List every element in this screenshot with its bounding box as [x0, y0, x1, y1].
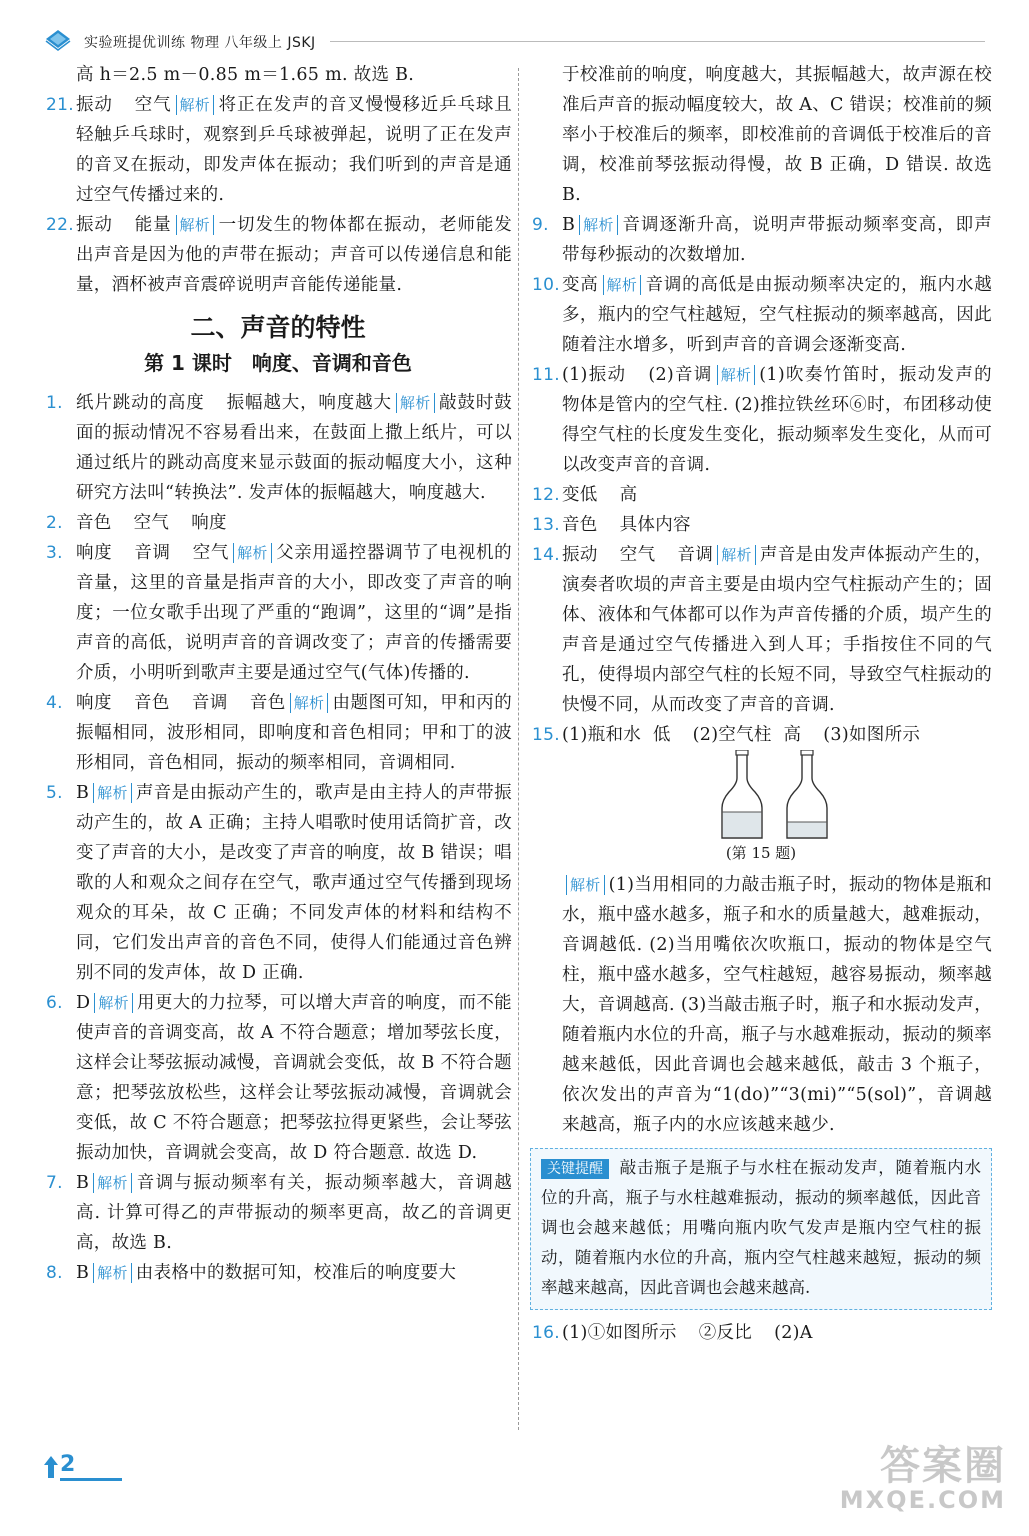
analysis-tag: 解析 [93, 1173, 132, 1193]
continued-answer-20: 高 h＝2.5 m－0.85 m＝1.65 m. 故选 B. [76, 65, 415, 85]
answer-3 [44, 538, 512, 688]
watermark [840, 1428, 1010, 1528]
answer-text: B [562, 215, 576, 235]
answer-21 [44, 90, 512, 210]
analysis-tag: 解析 [579, 215, 618, 235]
analysis-tag: 解析 [176, 215, 215, 235]
analysis-tag: 解析 [176, 95, 215, 115]
question-number: 3. [46, 543, 63, 563]
key-tip-label: 关键提醒 [541, 1159, 609, 1179]
lesson-title: 第 1 课时 响度、音调和音色 [144, 351, 412, 375]
answer-text: 变低 [562, 485, 598, 505]
answer-text: 音色 [133, 693, 170, 713]
key-tip-box [530, 1148, 992, 1310]
analysis-text: 由表格中的数据可知，校准后的响度要大 [135, 1263, 457, 1283]
answer-text: 空气 [133, 513, 170, 533]
bottle-right-icon [787, 750, 827, 838]
bottles-diagram [530, 750, 992, 842]
answer-6 [44, 988, 512, 1168]
answer-12 [530, 480, 992, 510]
bottle-left-icon [722, 750, 762, 838]
question-number: 14. [532, 545, 560, 565]
answer-text: 音色 [249, 693, 286, 713]
answer-16 [530, 1318, 992, 1348]
analysis-text: 一切发生的物体都在振动，老师能发出声音是因为他的声带在振动；声音可以传递信息和能量，酒杯被声音震碎说明声音能传递能量. [76, 215, 512, 295]
answer-8 [44, 1258, 512, 1288]
answer-text: B [76, 1263, 90, 1283]
answer-text: 音调 [677, 545, 714, 565]
question-number: 16. [532, 1323, 560, 1343]
section-title: 二、声音的特性 [190, 313, 366, 342]
answer-text: 低 [652, 725, 671, 745]
answer-text: 音色 [76, 513, 112, 533]
answer-text: 变高 [562, 275, 599, 295]
question-number: 2. [46, 513, 63, 533]
answer-text: 空气 [134, 95, 172, 115]
question-number: 15. [532, 725, 560, 745]
answer-text: B [76, 783, 90, 803]
analysis-text: (1)当用相同的力敲击瓶子时，振动的物体是瓶和水，瓶中盛水越多，瓶子和水的质量越大，越难振动，音调越低. (2)当用嘴依次吹瓶口，振动的物体是空气柱，瓶中盛水越多，空气柱越短，越容易振动，频率越大，音调越高. (3)当敲击瓶子时，瓶子和水振动发声，随着瓶内水位的升高，瓶子与水越难振动，振动的频率越来越低，因此音调也会越来越低，敲击 3 个瓶子，依次发出的声音为“1(do)”“3(mi)”“5(sol)”，音调越来越高，瓶子内的水应该越来越少. [562, 875, 992, 1135]
answer-13 [530, 510, 992, 540]
analysis-text: 敲鼓时鼓面的振动情况不容易看出来，在鼓面上撒上纸片，可以通过纸片的跳动高度来显示鼓面的振动幅度大小，这种研究方法叫“转换法”. 发声体的振幅越大，响度越大. [76, 393, 513, 503]
answer-text: D [76, 993, 91, 1013]
answer-text: 音调 [191, 693, 228, 713]
watermark-text: 答案圈 [880, 1443, 1006, 1489]
answer-text: (2)空气柱 [692, 725, 772, 745]
analysis-tag: 解析 [233, 543, 272, 563]
analysis-text: 用更大的力拉琴，可以增大声音的响度，而不能使声音的音调变高，故 A 不符合题意；增加琴弦长度，这样会让琴弦振动减慢，音调就会变低，故 B 不符合题意；把琴弦放松些，这样会让琴弦振动减慢，音调就会变低，故 C 不符合题意；把琴弦拉得更紧些，会让琴弦振动加快，音调就会变高，故 D 符合题意. 故选 D. [76, 993, 512, 1163]
arrow-up-icon [44, 1456, 58, 1478]
answer-text: ②反比 [698, 1323, 753, 1343]
answer-5 [44, 778, 512, 988]
answer-4 [44, 688, 512, 778]
question-number: 12. [532, 485, 560, 505]
watermark-url: MXQE.COM [839, 1486, 1006, 1514]
page-number-text: 2 [60, 1452, 76, 1477]
analysis-tag: 解析 [566, 875, 605, 895]
column-divider [518, 68, 519, 1430]
analysis-text: 声音是由振动产生的，歌声是由主持人的声带振动产生的，故 A 正确；主持人唱歌时使用话筒扩音，改变了声音的大小，是改变了声音的响度，故 B 错误；唱歌的人和观众之间存在空气，歌声通过空气传播到现场观众的耳朵，故 C 正确；不同发声体的材料和结构不同，它们发出声音的音色不同，使得人们能通过音色辨别不同的发声体，故 D 正确. [76, 783, 512, 983]
answer-text: 振幅越大，响度越大 [226, 393, 392, 413]
analysis-15 [530, 870, 992, 1140]
analysis-text: (1)吹奏竹笛时，振动发声的物体是管内的空气柱. (2)推拉铁丝环⑥时，布团移动使得空气柱的长度发生变化，振动频率发生变化，从而可以改变声音的音调. [562, 365, 992, 475]
question-number: 21. [46, 95, 74, 115]
figure-15-bottles [530, 750, 992, 870]
analysis-text: 音调逐渐升高，说明声带振动频率变高，即声带每秒振动的次数增加. [562, 215, 992, 265]
answer-11 [530, 360, 992, 480]
answer-text: 振动 [76, 215, 113, 235]
answer-text: 振动 [562, 545, 598, 565]
answer-text: (2)A [774, 1323, 813, 1343]
answer-9 [530, 210, 992, 270]
answer-text: 具体内容 [619, 515, 691, 535]
analysis-tag: 解析 [717, 545, 756, 565]
analysis-tag: 解析 [717, 365, 756, 385]
figure-caption: (第 15 题) [725, 844, 797, 862]
analysis-text: 声音是由发声体振动产生的，演奏者吹埙的声音主要是由埙内空气柱振动产生的；固体、液体和气体都可以作为声音传播的介质，埙产生的声音是通过空气传播进入到人耳；手指按住不同的气孔，使得埙内部空气柱的长短不同，导致空气柱振动的快慢不同，从而改变了声音的音调. [562, 545, 993, 715]
question-number: 9. [532, 215, 549, 235]
question-number: 22. [46, 215, 74, 235]
continued-answer-8: 于校准前的响度，响度越大，其振幅越大，故声源在校准后声音的振动幅度较大，故 A、C 错误；校准前的频率小于校准后的频率，即校准前的音调低于校准后的音调，校准前琴弦振动得慢，故 B 正确，D 错误. 故选 B. [562, 65, 992, 205]
answer-text: 响度 [191, 513, 227, 533]
answer-text: (3)如图所示 [823, 725, 921, 745]
answer-text: 空气 [192, 543, 230, 563]
page-number-bar [60, 1478, 122, 1481]
analysis-text: 父亲用遥控器调节了电视机的音量，这里的音量是指声音的大小，即改变了声音的响度；一位女歌手出现了严重的“跑调”，这里的“调”是指声音的高低，说明声音的音调改变了；声音的传播需要介质，小明听到歌声主要是通过空气(气体)传播的. [76, 543, 512, 683]
answer-2 [44, 508, 512, 538]
analysis-tag: 解析 [94, 993, 133, 1013]
question-number: 11. [532, 365, 560, 385]
answer-text: 振动 [76, 95, 113, 115]
answer-7 [44, 1168, 512, 1258]
answer-text: (2)音调 [648, 365, 713, 385]
answer-text: (1)瓶和水 [562, 725, 642, 745]
answer-text: (1)①如图所示 [562, 1323, 677, 1343]
question-number: 10. [532, 275, 560, 295]
analysis-text: 将正在发声的音叉慢慢移近乒乓球且轻触乒乓球时，观察到乒乓球被弹起，说明了正在发声的音叉在振动，即发声体在振动；我们听到的声音是通过空气传播过来的. [76, 95, 512, 205]
answer-14 [530, 540, 992, 720]
analysis-text: 音调的高低是由振动频率决定的，瓶内水越多，瓶内的空气柱越短，空气柱振动的频率越高，因此随着注水增多，听到声音的音调会逐渐变高. [562, 275, 992, 355]
answer-1 [44, 388, 512, 508]
analysis-tag: 解析 [93, 783, 132, 803]
answer-text: 高 [619, 485, 638, 505]
answer-text: 能量 [134, 215, 172, 235]
analysis-tag: 解析 [93, 1263, 132, 1283]
header-rule [330, 41, 985, 42]
left-column [44, 60, 512, 1288]
analysis-tag: 解析 [603, 275, 642, 295]
analysis-tag: 解析 [396, 393, 435, 413]
book-title: 实验班提优训练 物理 八年级上 JSKJ [84, 35, 316, 51]
analysis-text: 由题图可知，甲和丙的振幅相同，波形相同，即响度和音色相同；甲和丁的波形相同，音色相同，振动的频率相同，音调相同. [76, 693, 512, 773]
answer-text: 高 [783, 725, 802, 745]
key-tip-text: 敲击瓶子是瓶子与水柱在振动发声，随着瓶内水位的升高，瓶子与水柱越难振动，振动的频率越低，因此音调也会越来越低；用嘴向瓶内吹气发声是瓶内空气柱的振动，随着瓶内水位的升高，瓶内空气柱越来越短，振动的频率越来越高，因此音调也会越来越高. [541, 1158, 981, 1297]
answer-text: 响度 [76, 693, 112, 713]
answer-22 [44, 210, 512, 300]
page-header [0, 0, 1029, 60]
answer-10 [530, 270, 992, 360]
question-number: 13. [532, 515, 560, 535]
answer-text: 音调 [134, 543, 171, 563]
answer-text: 纸片跳动的高度 [76, 393, 205, 413]
analysis-tag: 解析 [290, 693, 329, 713]
answer-15 [530, 720, 992, 750]
answer-text: 空气 [619, 545, 656, 565]
answer-text: (1)振动 [562, 365, 627, 385]
question-number: 8. [46, 1263, 63, 1283]
question-number: 4. [46, 693, 63, 713]
right-column [530, 60, 992, 1348]
question-number: 6. [46, 993, 63, 1013]
question-number: 1. [46, 393, 63, 413]
question-number: 5. [46, 783, 63, 803]
answer-text: 音色 [562, 515, 598, 535]
question-number: 7. [46, 1173, 63, 1193]
analysis-text: 音调与振动频率有关，振动频率越大，音调越高. 计算可得乙的声带振动的频率更高，故乙的音调更高，故选 B. [76, 1173, 512, 1253]
answer-text: 响度 [76, 543, 113, 563]
answer-text: B [76, 1173, 90, 1193]
book-logo-icon [44, 27, 72, 51]
